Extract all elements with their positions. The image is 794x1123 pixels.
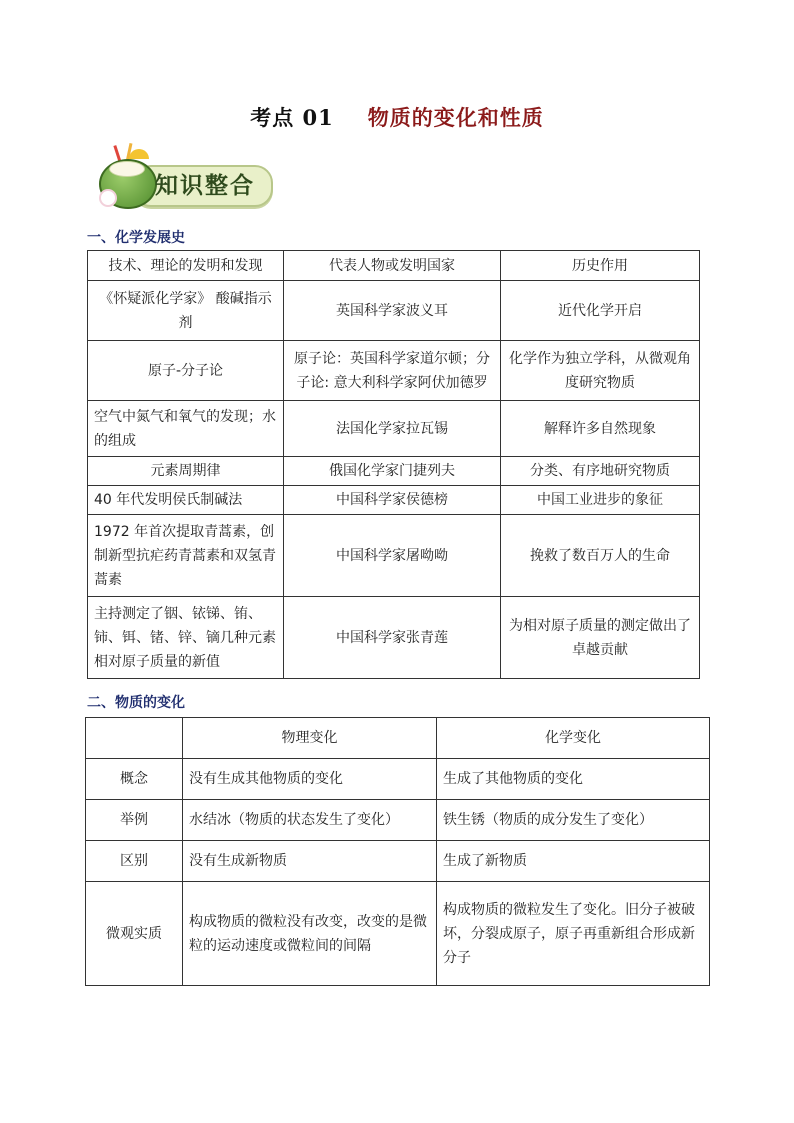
page-title bbox=[0, 102, 794, 132]
table-row bbox=[86, 882, 710, 986]
table-cell: 1972 年首次提取青蒿素，创制新型抗疟药青蒿素和双氢青蒿素 bbox=[88, 515, 284, 597]
table-cell: 40 年代发明侯氏制碱法 bbox=[88, 486, 284, 515]
knowledge-badge bbox=[93, 145, 273, 211]
table-cell: 没有生成新物质 bbox=[183, 841, 437, 882]
header-cell: 物理变化 bbox=[183, 718, 437, 759]
section-heading-history: 一、化学发展史 bbox=[87, 230, 185, 246]
table-cell: 分类、有序地研究物质 bbox=[501, 457, 700, 486]
table-cell: 空气中氮气和氧气的发现；水的组成 bbox=[88, 401, 284, 457]
table-cell: 没有生成其他物质的变化 bbox=[183, 759, 437, 800]
table-row bbox=[88, 486, 700, 515]
table-cell: 生成了其他物质的变化 bbox=[437, 759, 710, 800]
header-cell: 代表人物或发明国家 bbox=[284, 251, 501, 281]
coconut-top bbox=[109, 161, 145, 177]
table-cell: 元素周期律 bbox=[88, 457, 284, 486]
table-cell: 中国工业进步的象征 bbox=[501, 486, 700, 515]
badge-text: 知识整合 bbox=[155, 172, 255, 199]
table-cell: 中国科学家张青莲 bbox=[284, 597, 501, 679]
flower-icon bbox=[99, 189, 117, 207]
table-cell: 构成物质的微粒没有改变，改变的是微粒的运动速度或微粒间的间隔 bbox=[183, 882, 437, 986]
table-cell: 中国科学家侯德榜 bbox=[284, 486, 501, 515]
table-cell: 构成物质的微粒发生了变化。旧分子被破坏，分裂成原子，原子再重新组合形成新分子 bbox=[437, 882, 710, 986]
table-row bbox=[86, 800, 710, 841]
table-cell: 《怀疑派化学家》 酸碱指示剂 bbox=[88, 281, 284, 341]
table-row bbox=[88, 341, 700, 401]
header-cell: 历史作用 bbox=[501, 251, 700, 281]
umbrella-icon bbox=[129, 149, 149, 159]
table-cell: 解释许多自然现象 bbox=[501, 401, 700, 457]
table-row bbox=[88, 457, 700, 486]
table-cell: 原子论：英国科学家道尔顿；分子论: 意大利科学家阿伏加德罗 bbox=[284, 341, 501, 401]
table-cell: 主持测定了铟、铱锑、铕、铈、铒、锗、锌、镝几种元素相对原子质量的新值 bbox=[88, 597, 284, 679]
header-cell: 化学变化 bbox=[437, 718, 710, 759]
table-cell: 生成了新物质 bbox=[437, 841, 710, 882]
header-cell: 技术、理论的发明和发现 bbox=[88, 251, 284, 281]
table-cell: 法国化学家拉瓦锡 bbox=[284, 401, 501, 457]
row-label: 区别 bbox=[86, 841, 183, 882]
row-label: 举例 bbox=[86, 800, 183, 841]
table-row bbox=[88, 597, 700, 679]
table-header-row bbox=[86, 718, 710, 759]
table-cell: 俄国化学家门捷列夫 bbox=[284, 457, 501, 486]
header-cell bbox=[86, 718, 183, 759]
row-label: 微观实质 bbox=[86, 882, 183, 986]
table-cell: 原子-分子论 bbox=[88, 341, 284, 401]
topic-code: 考点 01 bbox=[250, 105, 334, 130]
table-row bbox=[88, 281, 700, 341]
table-header-row bbox=[88, 251, 700, 281]
table-row bbox=[88, 401, 700, 457]
table-cell: 化学作为独立学科，从微观角度研究物质 bbox=[501, 341, 700, 401]
table-cell: 挽救了数百万人的生命 bbox=[501, 515, 700, 597]
table-cell: 水结冰（物质的状态发生了变化） bbox=[183, 800, 437, 841]
table-cell: 铁生锈（物质的成分发生了变化） bbox=[437, 800, 710, 841]
changes-table bbox=[85, 717, 710, 986]
row-label: 概念 bbox=[86, 759, 183, 800]
table-cell: 近代化学开启 bbox=[501, 281, 700, 341]
topic-name: 物质的变化和性质 bbox=[367, 106, 544, 130]
table-cell: 中国科学家屠呦呦 bbox=[284, 515, 501, 597]
section-heading-changes: 二、物质的变化 bbox=[87, 695, 185, 711]
table-cell: 为相对原子质量的测定做出了卓越贡献 bbox=[501, 597, 700, 679]
table-row bbox=[86, 759, 710, 800]
table-cell: 英国科学家波义耳 bbox=[284, 281, 501, 341]
table-row bbox=[88, 515, 700, 597]
history-table bbox=[87, 250, 700, 679]
table-row bbox=[86, 841, 710, 882]
